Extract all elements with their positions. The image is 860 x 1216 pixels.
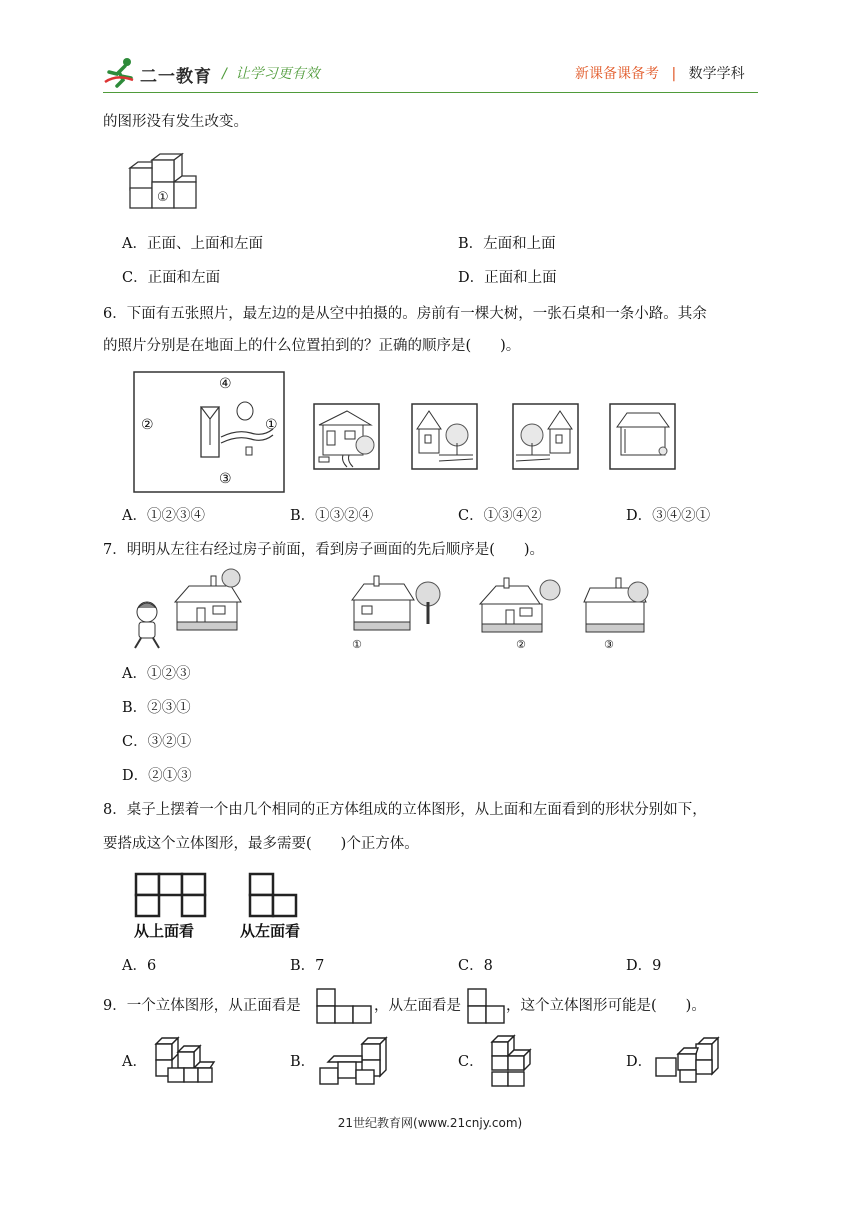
q9-stem-part1: 9．一个立体图形，从正面看是 (103, 998, 301, 1014)
header-course: 新课备课备考 (575, 66, 659, 82)
header-right (575, 63, 745, 83)
logo-runner-icon (103, 56, 139, 88)
q7-pic-1 (348, 572, 444, 652)
q8-stem-line2: 要搭成这个立体图形，最多需要( )个正方体。 (103, 836, 419, 852)
map-label-3: ③ (219, 471, 232, 487)
map-label-2: ② (141, 417, 154, 433)
q7-option-a[interactable]: A．①②③ (122, 666, 191, 682)
q8-option-b[interactable]: B．7 (290, 958, 325, 974)
header-separator: | (671, 66, 677, 82)
q7-pic-2-label: ② (516, 638, 526, 651)
q5-option-a[interactable]: A．正面、上面和左面 (122, 236, 263, 252)
q9-stem-part2: ，从左面看是 (374, 998, 461, 1014)
q9-front-view (316, 988, 372, 1024)
footer-text: 21世纪教育网(www.21cnjy.com) (337, 1116, 523, 1130)
slogan-text: 让学习更有效 (235, 66, 320, 82)
q8-option-a[interactable]: A．6 (122, 958, 157, 974)
q9-option-c-figure[interactable] (488, 1034, 546, 1090)
q9-option-c[interactable]: C． (458, 1054, 484, 1070)
q9-left-view (467, 988, 505, 1024)
q9-option-d[interactable]: D． (626, 1054, 653, 1070)
page-header (0, 0, 860, 100)
q9-option-b[interactable]: B． (290, 1054, 316, 1070)
q6-option-b[interactable]: B．①③②④ (290, 508, 374, 524)
q9-option-a-figure[interactable] (154, 1036, 216, 1084)
q6-photo-4 (609, 403, 676, 470)
q8-stem-line1: 8．桌子上摆着一个由几个相同的正方体组成的立体图形，从上面和左面看到的形状分别如下， (103, 802, 707, 818)
logo-text: 二一教育 (140, 67, 212, 87)
q8-option-d[interactable]: D．9 (626, 958, 662, 974)
q8-option-c[interactable]: C．8 (458, 958, 493, 974)
q6-option-d[interactable]: D．③④②① (626, 508, 711, 524)
slogan: / 让学习更有效 (222, 66, 320, 82)
q6-stem-line2: 的照片分别是在地面上的什么位置拍到的？正确的顺序是( )。 (103, 338, 521, 354)
q7-stem: 7．明明从左往右经过房子前面，看到房子画面的先后顺序是( )。 (103, 542, 545, 558)
q6-aerial-map (133, 371, 285, 493)
q6-photo-1 (313, 403, 380, 470)
map-label-4: ④ (219, 376, 232, 392)
q6-photo-2 (411, 403, 478, 470)
q6-option-c[interactable]: C．①③④② (458, 508, 542, 524)
q5-option-b[interactable]: B．左面和上面 (458, 236, 556, 252)
header-rule (103, 92, 758, 93)
map-label-1: ① (265, 417, 278, 433)
q5-option-c[interactable]: C．正面和左面 (122, 270, 221, 286)
q9-option-a[interactable]: A． (122, 1054, 147, 1070)
q8-left-view (248, 872, 300, 918)
q7-pic-2 (476, 572, 572, 652)
q7-option-b[interactable]: B．②③① (122, 700, 191, 716)
q9-option-b-figure[interactable] (318, 1036, 392, 1088)
header-subject: 数学学科 (688, 66, 745, 82)
q8-top-view (134, 872, 208, 918)
q6-photo-3 (512, 403, 579, 470)
q5-tail: 的图形没有发生改变。 (103, 114, 248, 130)
q8-view-left-label: 从左面看 (240, 922, 301, 940)
q7-boy-and-house (127, 566, 247, 650)
q9-option-d-figure[interactable] (654, 1036, 720, 1084)
q6-option-a[interactable]: A．①②③④ (122, 508, 205, 524)
q6-stem-line1: 6．下面有五张照片，最左边的是从空中拍摄的。房前有一棵大树，一张石桌和一条小路。其余 (103, 306, 707, 322)
q7-pic-1-label: ① (352, 638, 362, 651)
q8-view-top-label: 从上面看 (134, 922, 195, 940)
q7-pic-3 (580, 572, 676, 652)
q5-figure-label: ① (157, 190, 169, 205)
q9-stem-part3: ，这个立体图形可能是( )。 (506, 998, 706, 1014)
q7-option-d[interactable]: D．②①③ (122, 768, 192, 784)
q7-pic-3-label: ③ (604, 638, 614, 651)
q7-option-c[interactable]: C．③②① (122, 734, 192, 750)
q5-option-d[interactable]: D．正面和上面 (458, 270, 557, 286)
q5-cube-figure (128, 152, 200, 212)
